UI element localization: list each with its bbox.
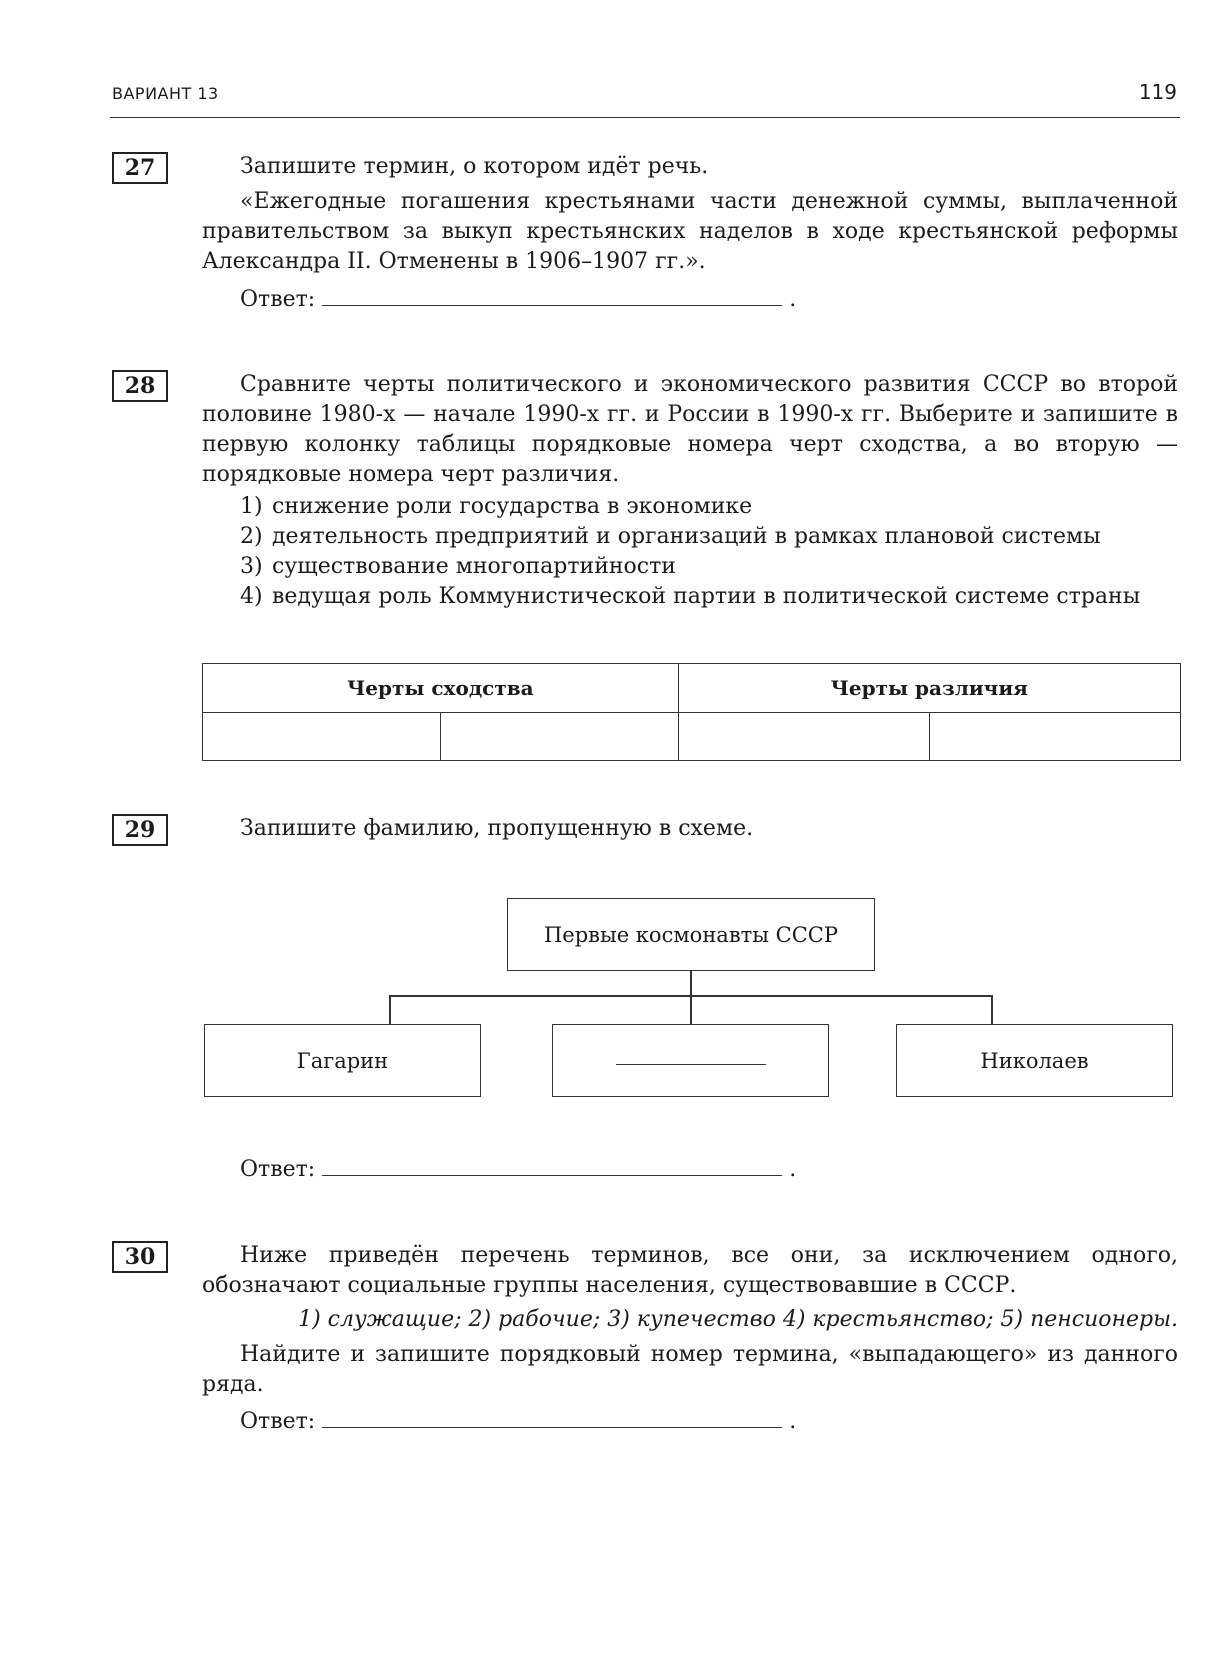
- page-number: 119: [1138, 80, 1177, 104]
- question-27-number: 27: [112, 152, 168, 184]
- table-cell[interactable]: [929, 713, 1180, 761]
- answer-label: Ответ:: [240, 287, 316, 312]
- answer-field[interactable]: [322, 1157, 782, 1176]
- scheme-middle-box: [552, 1024, 829, 1097]
- question-29-number: 29: [112, 814, 168, 846]
- answer-label: Ответ:: [240, 1157, 316, 1182]
- missing-name-blank[interactable]: [616, 1064, 766, 1065]
- question-30-number: 30: [112, 1241, 168, 1273]
- table-cell[interactable]: [203, 713, 441, 761]
- scheme-right-box: Николаев: [896, 1024, 1173, 1097]
- table-header-similarities: Черты сходства: [203, 664, 679, 713]
- list-item: 2) деятельность предприятий и организаций в рамках плановой системы: [240, 524, 1101, 549]
- header-divider: [110, 117, 1180, 118]
- question-29-prompt: Запишите фамилию, пропущенную в схеме.: [240, 816, 754, 841]
- scheme-connector: [690, 971, 692, 1024]
- list-item: 1) снижение роли государства в экономике: [240, 494, 753, 519]
- list-item: 4) ведущая роль Коммунистической партии в политической системе страны: [240, 584, 1141, 609]
- table-header-differences: Черты различия: [678, 664, 1180, 713]
- scheme-root-box: Первые космонавты СССР: [507, 898, 875, 971]
- question-30-answer: Ответ: .: [240, 1409, 797, 1434]
- question-30-prompt: Ниже приведён перечень терминов, все они, за исключением одного, обозначают социальные группы населения, существовавшие в СССР.: [202, 1243, 1178, 1298]
- question-29-answer: Ответ: .: [240, 1157, 797, 1182]
- question-30-terms: 1) служащие; 2) рабочие; 3) купечество 4) крестьянство; 5) пенсионеры.: [298, 1307, 1178, 1332]
- question-28-prompt: Сравните черты политического и экономического развития СССР во второй половине 1980-х — начале 1990-х гг. и России в 1990-х гг. Выберите и запишите в первую колонку таблицы порядковые номера черт сходства, а во вторую — порядковые номера черт различия.: [202, 372, 1178, 487]
- table-cell[interactable]: [678, 713, 929, 761]
- answer-field[interactable]: [322, 1409, 782, 1428]
- scheme-left-box: Гагарин: [204, 1024, 481, 1097]
- question-27-answer: Ответ: .: [240, 287, 797, 312]
- scheme-connector: [389, 995, 992, 997]
- table-cell[interactable]: [440, 713, 678, 761]
- question-27-prompt: Запишите термин, о котором идёт речь.: [240, 154, 709, 179]
- question-28-number: 28: [112, 370, 168, 402]
- scheme-connector: [991, 995, 993, 1024]
- question-28-list: [240, 492, 1178, 612]
- list-item: 3) существование многопартийности: [240, 554, 676, 579]
- scheme-connector: [389, 995, 391, 1024]
- question-30-task: Найдите и запишите порядковый номер термина, «выпадающего» из данного ряда.: [202, 1342, 1178, 1397]
- running-header: ВАРИАНТ 13: [112, 84, 219, 103]
- question-27-quote: «Ежегодные погашения крестьянами части денежной суммы, выплаченной правительством за выкуп крестьянских наделов в ходе крестьянской реформы Александра II. Отменены в 1906–1907 гг.».: [202, 189, 1178, 274]
- answer-label: Ответ:: [240, 1409, 316, 1434]
- answer-field[interactable]: [322, 287, 782, 306]
- answer-table: [202, 663, 1181, 761]
